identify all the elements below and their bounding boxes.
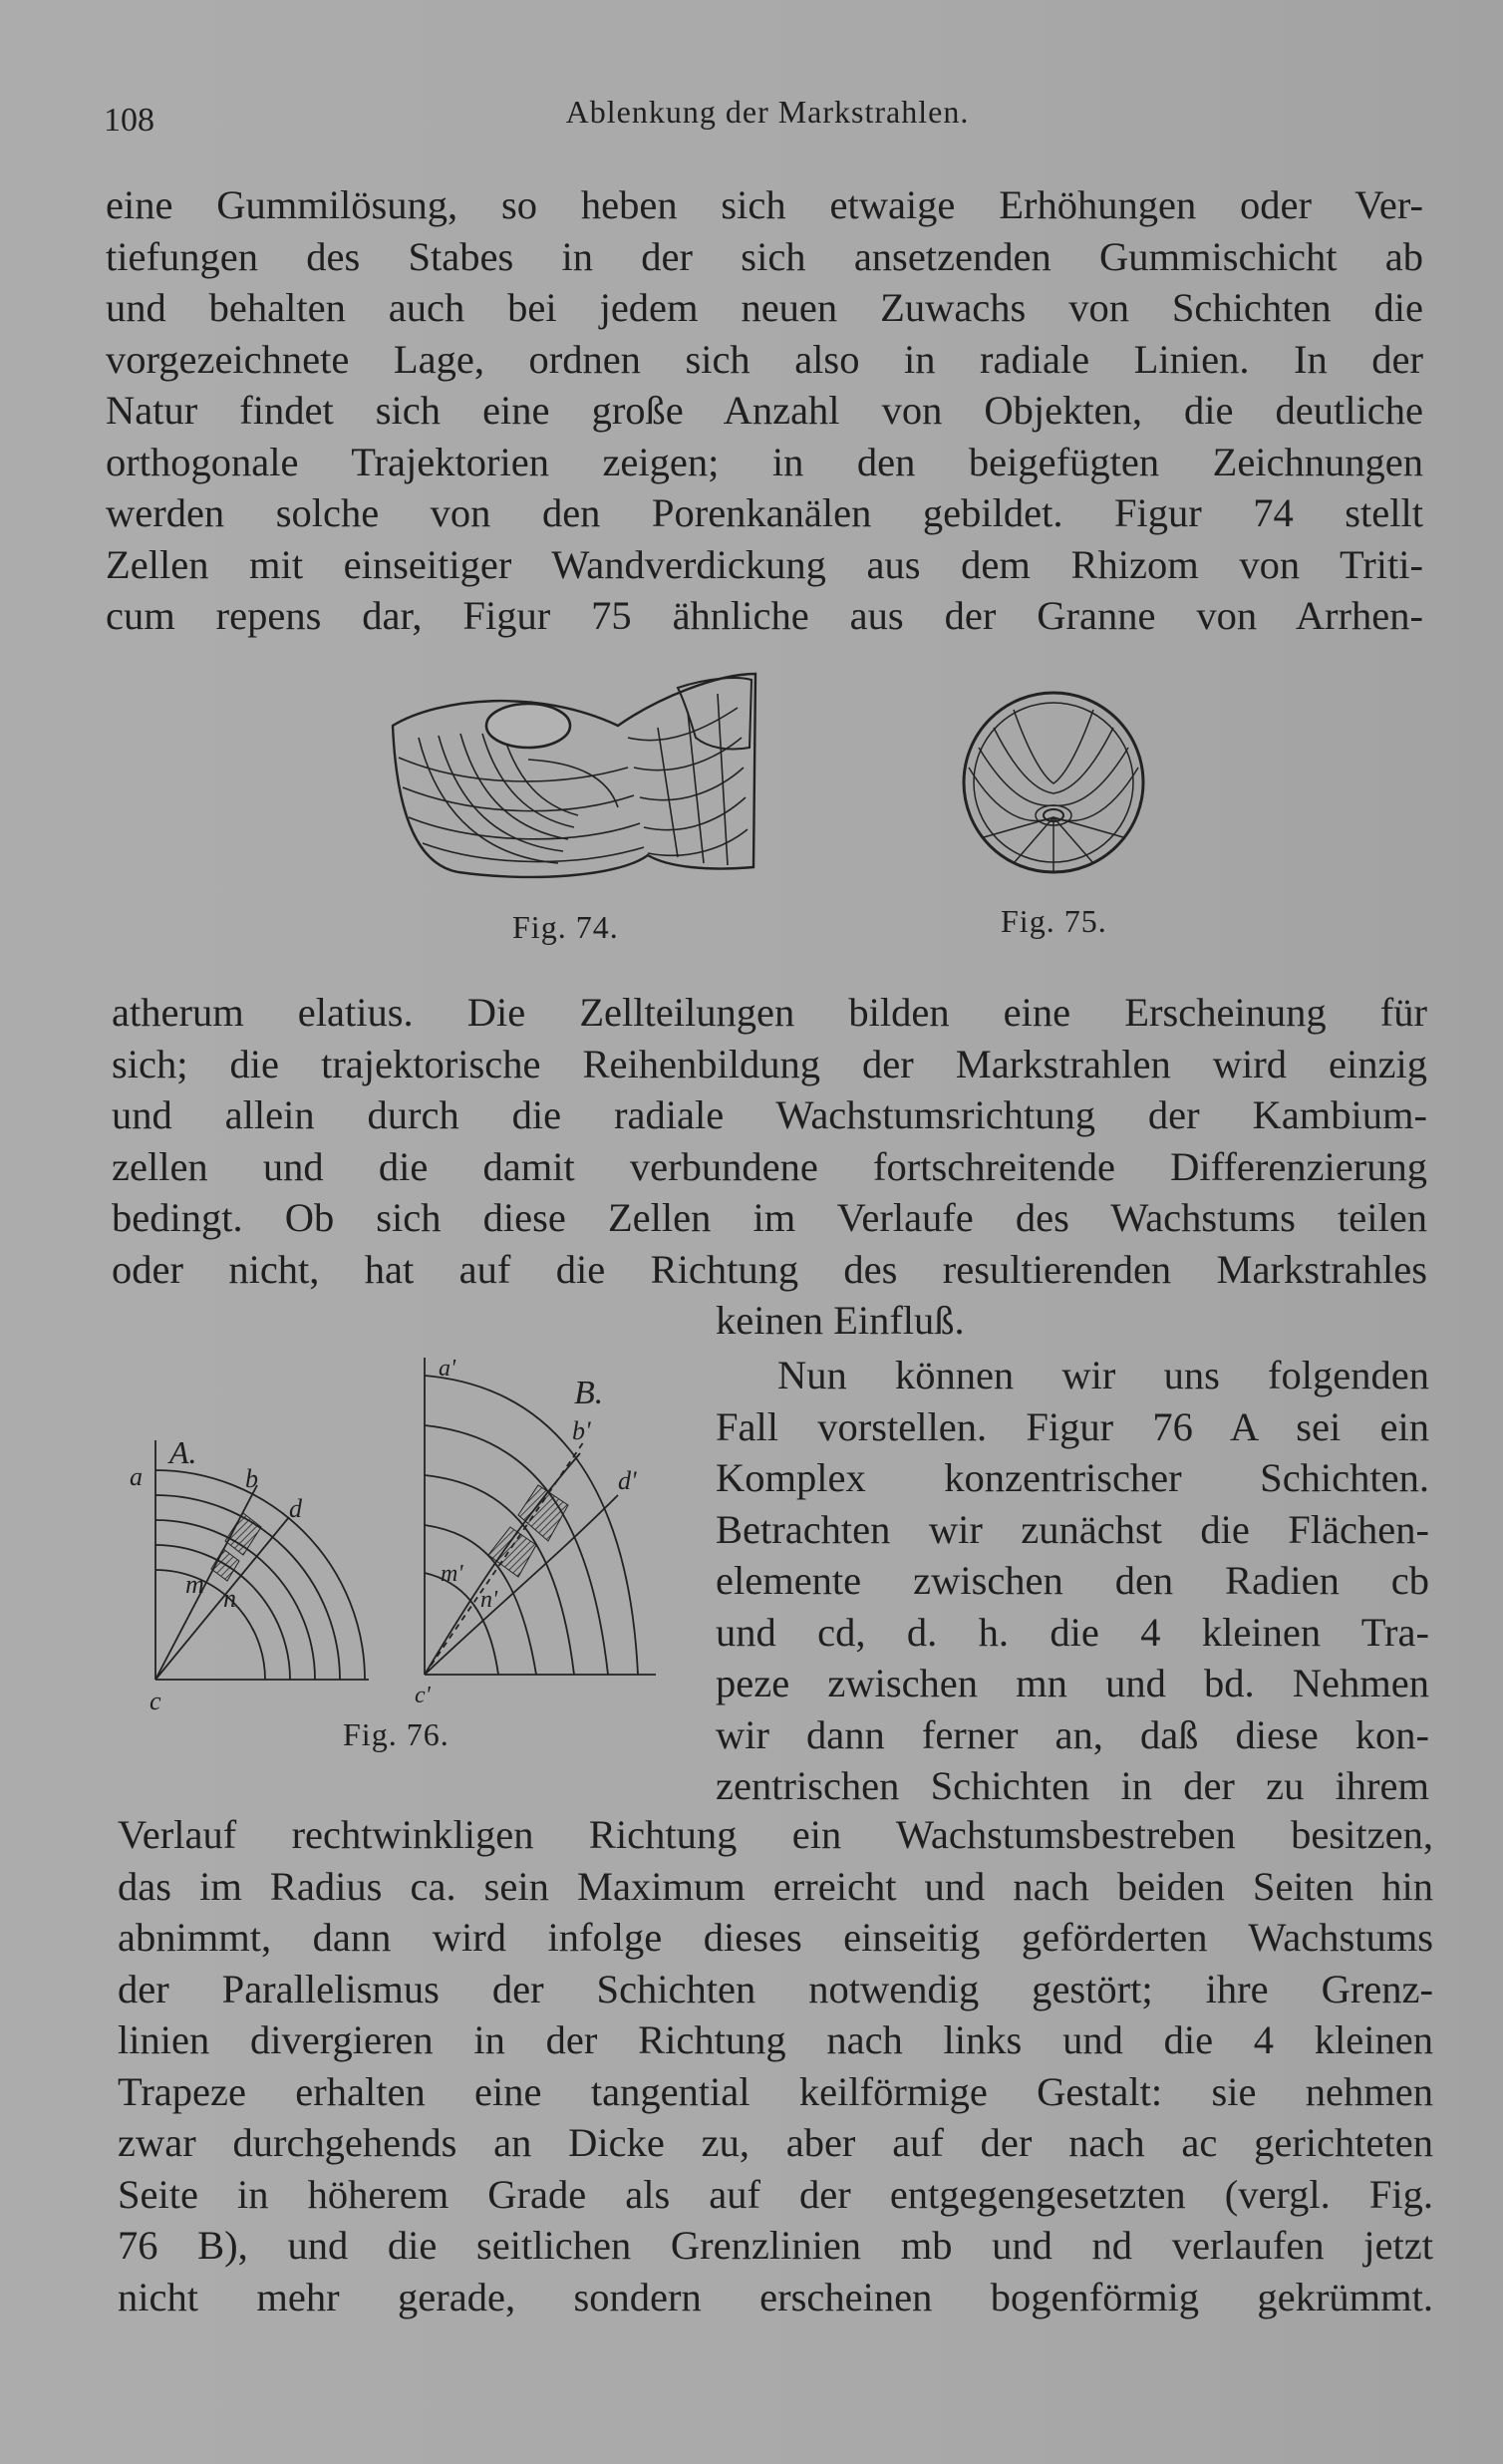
figure-76-label-A: A. [169,1434,197,1470]
figure-76-label-d: d [289,1494,302,1523]
text-line: tiefungen des Stabes in der sich ansetzenden Gummischicht ab [106,233,1423,279]
text-line: Seite in höherem Grade als auf der entgegengesetzten (vergl. Fig. [118,2171,1433,2217]
text-line: und behalten auch bei jedem neuen Zuwachs von Schichten die [106,285,1423,330]
text-line: Verlauf rechtwinkligen Richtung ein Wachstumsbestreben besitzen, [118,1812,1433,1857]
figure-76-label-m: m [185,1570,204,1599]
text-line: zwar durchgehends an Dicke zu, aber auf der nach ac gerichteten [118,2120,1433,2165]
text-line: zentrischen Schichten in der zu ihrem [716,1763,1429,1808]
text-line: atherum elatius. Die Zellteilungen bilden eine Erscheinung für [112,990,1427,1035]
figure-74-drawing [379,668,767,887]
text-line: vorgezeichnete Lage, ordnen sich also in radiale Linien. In der [106,336,1423,382]
text-line: elemente zwischen den Radien cb [716,1558,1429,1603]
text-line: sich; die trajektorische Reihenbildung der Markstrahlen wird einzig [112,1041,1427,1086]
text-line: und allein durch die radiale Wachstumsrichtung der Kambium- [112,1092,1427,1137]
text-line: Fall vorstellen. Figur 76 A sei ein [716,1403,1429,1449]
figure-76-drawing [120,1346,678,1714]
text-line: peze zwischen mn und bd. Nehmen [716,1661,1429,1705]
text-line: der Parallelismus der Schichten notwendig gestört; ihre Grenz- [118,1966,1433,2011]
text-line: Natur findet sich eine große Anzahl von Objekten, die deutliche [106,388,1423,433]
figure-76-label-B: B. [574,1375,604,1411]
text-line: nicht mehr gerade, sondern erscheinen bogenförmig gekrümmt. [118,2274,1433,2319]
page-header [104,92,1431,152]
figure-76-label-c: c [150,1687,161,1714]
text-line: abnimmt, dann wird infolge dieses einseitig geförderten Wachstums [118,1915,1433,1960]
figure-76-caption: Fig. 76. [343,1716,450,1752]
figure-76-label-a-prime: a' [439,1356,456,1382]
text-line: Komplex konzentrischer Schichten. [716,1455,1429,1500]
paragraph-2 [112,987,1427,1347]
figure-75-drawing [959,688,1148,877]
text-line: Betrachten wir zunächst die Flächen- [716,1506,1429,1552]
running-title: Ablenkung der Markstrahlen. [565,94,970,130]
text-line: keinen Einfluß. [716,1298,965,1343]
text-line: oder nicht, hat auf die Richtung des resultierenden Markstrahles [112,1246,1427,1292]
text-line: bedingt. Ob sich diese Zellen im Verlaufe des Wachstums teilen [112,1195,1427,1240]
paragraph-1 [106,179,1423,642]
text-line: zellen und die damit verbundene fortschreitende Differenzierung [112,1143,1427,1189]
figure-76-label-c-prime: c' [415,1683,431,1708]
text-line: eine Gummilösung, so heben sich etwaige Erhöhungen oder Ver- [106,182,1423,227]
figure-76-label-b-prime: b' [572,1416,591,1445]
text-line: und cd, d. h. die 4 kleinen Tra- [716,1609,1429,1655]
text-line: 76 B), und die seitlichen Grenzlinien mb und nd verlaufen jetzt [118,2223,1433,2268]
text-line: Zellen mit einseitiger Wandverdickung aus dem Rhizom von Triti- [106,541,1423,587]
figure-76-label-n: n [223,1584,236,1613]
text-line: Trapeze erhalten eine tangential keilförmige Gestalt: sie nehmen [118,2068,1433,2114]
text-line: Nun können wir uns folgenden [777,1353,1429,1397]
figure-74-caption: Fig. 74. [512,909,619,945]
text-line: werden solche von den Porenkanälen gebildet. Figur 74 stellt [106,490,1423,535]
text-line: das im Radius ca. sein Maximum erreicht und nach beiden Seiten hin [118,1863,1433,1909]
text-line: linien divergieren in der Richtung nach links und die 4 kleinen [118,2017,1433,2062]
text-line: wir dann ferner an, daß diese kon- [716,1711,1429,1757]
figure-75-caption: Fig. 75. [1001,903,1107,939]
figure-76-label-a: a [130,1462,143,1491]
page-number: 108 [104,102,154,139]
figure-76-label-b: b [245,1464,258,1493]
text-line: cum repens dar, Figur 75 ähnliche aus der Granne von Arrhen- [106,593,1423,638]
figure-76-label-m-prime: m' [441,1561,463,1587]
paragraph-3 [716,1350,1429,1812]
text-line: orthogonale Trajektorien zeigen; in den beigefügten Zeichnungen [106,439,1423,484]
paragraph-4 [118,1809,1433,2322]
figure-76-label-n-prime: n' [480,1587,498,1613]
figure-76-label-d-prime: d' [618,1466,637,1495]
